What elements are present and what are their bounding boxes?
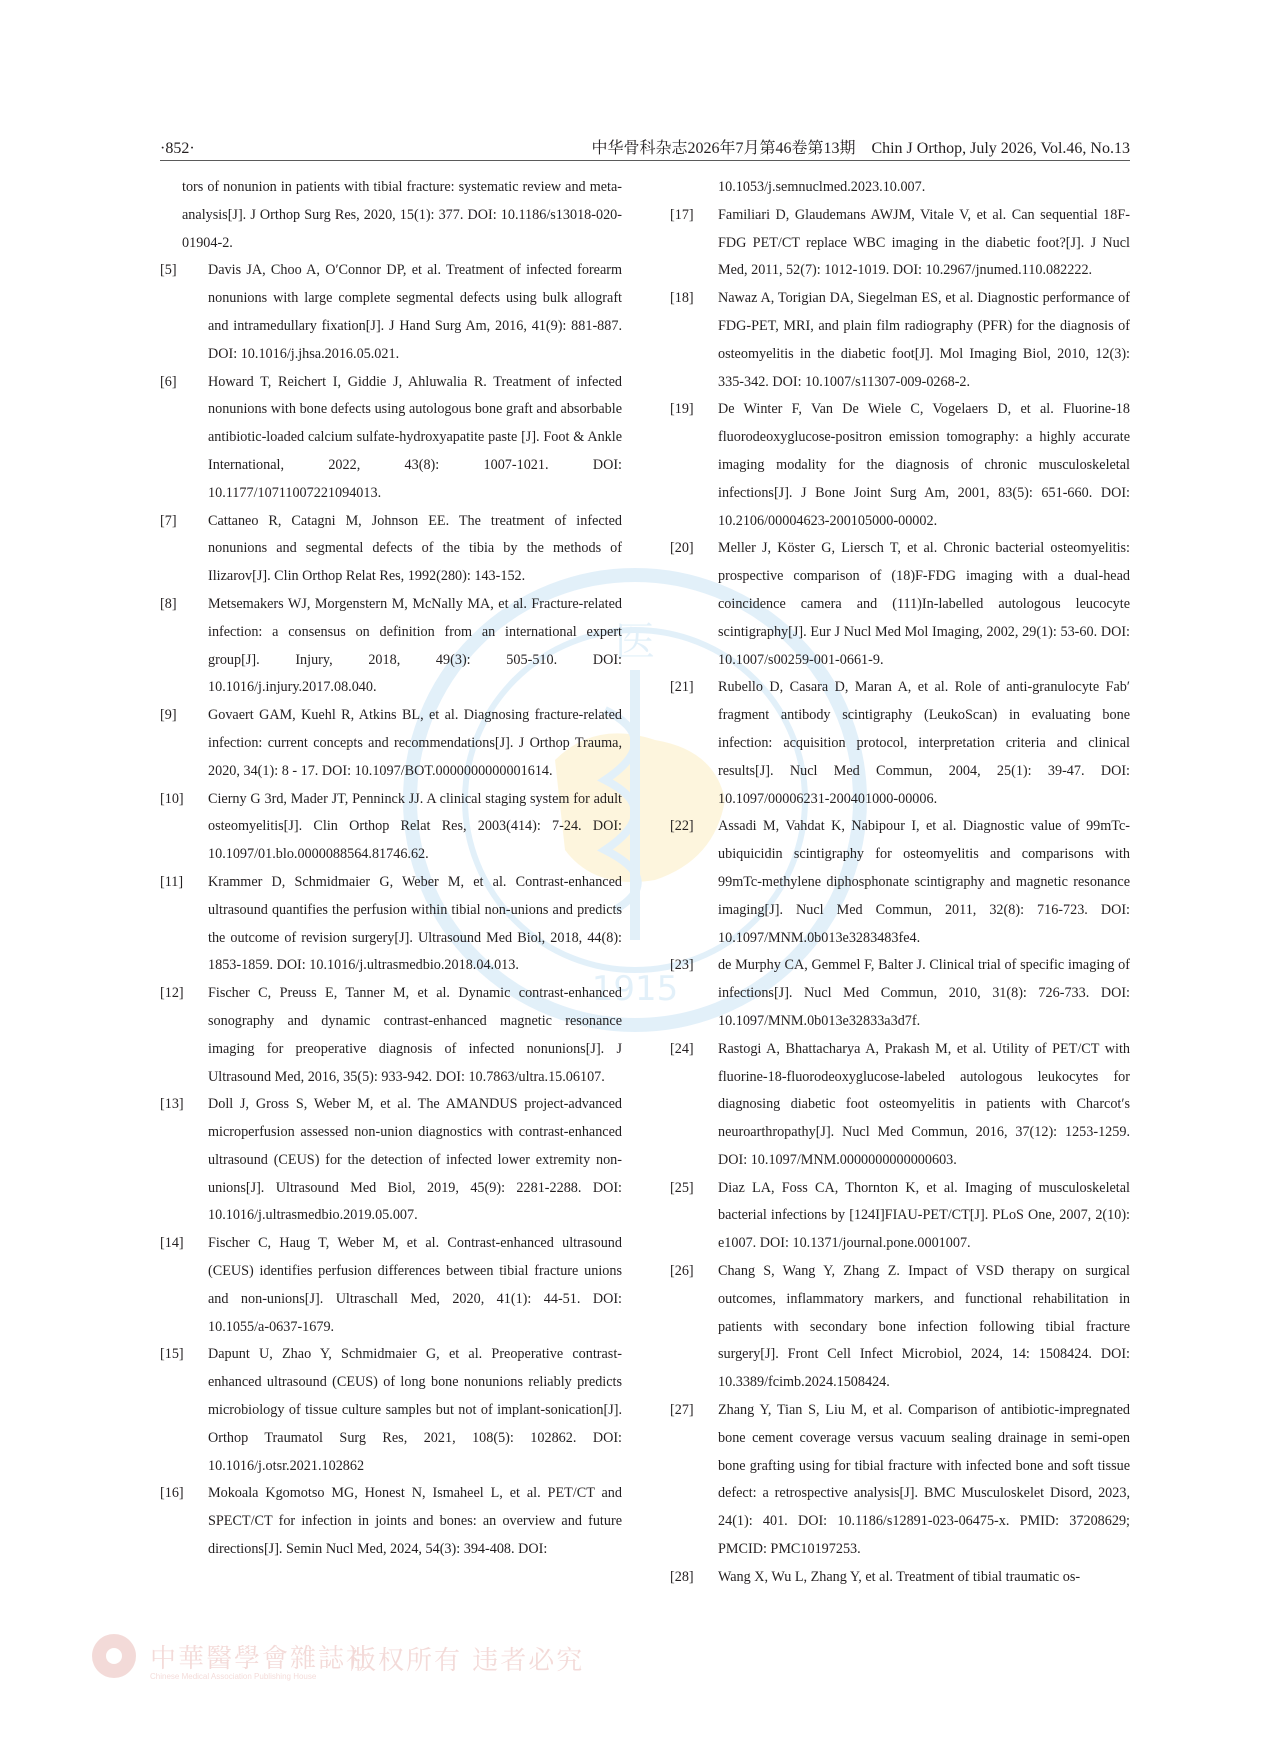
reference-text: Chang S, Wang Y, Zhang Z. Impact of VSD therapy on surgical outcomes, inflammatory markers, and functional rehabilitation in patients with secondary bone infection following tibial fracture surgery[J]. Front Cell Infect Microbiol, 2024, 14: 1508424. DOI: 10.3389/fcimb.2024.1508424. <box>718 1263 1130 1391</box>
reference-item <box>160 1480 622 1563</box>
reference-text: Cattaneo R, Catagni M, Johnson EE. The treatment of infected nonunions and segmental defects of the tibia by the methods of Ilizarov[J]. Clin Orthop Relat Res, 1992(280): 143-152. <box>208 512 622 585</box>
reference-item <box>160 508 622 591</box>
reference-item <box>670 1175 1130 1258</box>
reference-item <box>160 1230 622 1341</box>
reference-text: Howard T, Reichert I, Giddie J, Ahluwalia R. Treatment of infected nonunions with bone defects using autologous bone graft and absorbable antibiotic-loaded calcium sulfate-hydroxyapatite paste [J]. Foot & Ankle International, 2022, 43(8): 1007-1021. DOI: 10.1177/10711007221094013. <box>208 373 622 501</box>
reference-text: Fischer C, Preuss E, Tanner M, et al. Dynamic contrast-enhanced sonography and dynamic contrast-enhanced magnetic resonance imaging for preoperative diagnosis of infected nonunions[J]. J Ultrasound Med, 2016, 35(5): 933-942. DOI: 10.7863/ultra.15.06107. <box>208 985 622 1085</box>
reference-item <box>670 1258 1130 1397</box>
reference-text: Familiari D, Glaudemans AWJM, Vitale V, et al. Can sequential 18F-FDG PET/CT replace WBC imaging in the diabetic foot?[J]. J Nucl Med, 2011, 52(7): 1012-1019. DOI: 10.2967/jnumed.110.082222. <box>718 206 1130 279</box>
reference-text: Assadi M, Vahdat K, Nabipour I, et al. Diagnostic value of 99mTc-ubiquicidin scintigraphy for osteomyelitis and comparisons with 99mTc-methylene diphosphonate scintigraphy and magnetic resonance imaging[J]. Nucl Med Commun, 2011, 32(8): 716-723. DOI: 10.1097/MNM.0b013e3283483fe4. <box>718 818 1130 946</box>
publisher-logo <box>90 1630 610 1690</box>
reference-number: [8] <box>160 595 177 612</box>
reference-text: Nawaz A, Torigian DA, Siegelman ES, et al. Diagnostic performance of FDG-PET, MRI, and plain film radiography (PFR) for the diagnosis of osteomyelitis in the diabetic foot[J]. Mol Imaging Biol, 2010, 12(3): 335-342. DOI: 10.1007/s11307-009-0268-2. <box>718 290 1130 390</box>
reference-number: [24] <box>670 1040 694 1057</box>
reference-number: [12] <box>160 985 184 1002</box>
reference-text: Fischer C, Haug T, Weber M, et al. Contrast-enhanced ultrasound (CEUS) identifies perfusion differences between tibial fracture unions and non-unions[J]. Ultraschall Med, 2020, 41(1): 44-51. DOI: 10.1055/a-0637-1679. <box>208 1235 622 1335</box>
flower-seal-icon <box>90 1632 138 1680</box>
reference-number: [27] <box>670 1402 694 1419</box>
reference-item <box>670 285 1130 396</box>
reference-number: [21] <box>670 679 694 696</box>
reference-number: [16] <box>160 1485 184 1502</box>
reference-continuation <box>160 174 622 257</box>
publisher-name-en: Chinese Medical Association Publishing House <box>150 1672 317 1681</box>
reference-text: Diaz LA, Foss CA, Thornton K, et al. Imaging of musculoskeletal bacterial infections by [124I]FIAU-PET/CT[J]. PLoS One, 2007, 2(10): e1007. DOI: 10.1371/journal.pone.0001007. <box>718 1179 1130 1252</box>
watermark-year: 1915 <box>591 969 679 1009</box>
reference-text: Rastogi A, Bhattacharya A, Prakash M, et al. Utility of PET/CT with fluorine-18-fluorodeoxyglucose-labeled autologous leukocytes for diagnosing diabetic foot osteomyelitis in patients with Charcot′s neuroarthropathy[J]. Nucl Med Commun, 2016, 37(12): 1253-1259. DOI: 10.1097/MNM.0000000000000603. <box>718 1040 1130 1168</box>
copyright-marks: 版权所有 违者必究 <box>350 1646 585 1676</box>
reference-item <box>670 813 1130 952</box>
reference-text: Dapunt U, Zhao Y, Schmidmaier G, et al. Preoperative contrast-enhanced ultrasound (CEUS) of long bone nonunions reliably predicts microbiology of tissue culture samples but not of implant-sonication[J]. Orthop Traumatol Surg Res, 2021, 108(5): 102862. DOI: 10.1016/j.otsr.2021.102862 <box>208 1346 622 1474</box>
reference-item <box>670 1036 1130 1175</box>
reference-item <box>160 369 622 508</box>
reference-text: Cierny G 3rd, Mader JT, Penninck JJ. A clinical staging system for adult osteomyelitis[J]. Clin Orthop Relat Res, 2003(414): 7-24. DOI: 10.1097/01.blo.0000088564.81746.62. <box>208 790 622 863</box>
reference-number: [25] <box>670 1179 694 1196</box>
reference-number: [15] <box>160 1346 184 1363</box>
reference-number: [17] <box>670 206 694 223</box>
reference-number: [28] <box>670 1568 694 1585</box>
reference-continuation <box>670 174 1130 202</box>
reference-number: [13] <box>160 1096 184 1113</box>
reference-text: Rubello D, Casara D, Maran A, et al. Role of anti-granulocyte Fab′ fragment antibody scintigraphy (LeukoScan) in evaluating bone infection: acquisition protocol, interpretation criteria and clinical results[J]. Nucl Med Commun, 2004, 25(1): 39-47. DOI: 10.1097/00006231-200401000-00006. <box>718 679 1130 807</box>
reference-number: [18] <box>670 290 694 307</box>
reference-column-right <box>670 174 1130 1592</box>
reference-number: [22] <box>670 818 694 835</box>
reference-number: [26] <box>670 1263 694 1280</box>
publisher-name-cn: 中華醫學會雜誌社 <box>150 1644 375 1674</box>
reference-column-left <box>160 174 622 1564</box>
reference-item <box>670 674 1130 813</box>
journal-info: 中华骨科杂志2026年7月第46卷第13期 Chin J Orthop, July 2026, Vol.46, No.13 <box>591 140 1130 157</box>
reference-number: [14] <box>160 1235 184 1252</box>
reference-number: [20] <box>670 540 694 557</box>
reference-item <box>160 980 622 1091</box>
reference-item <box>670 1564 1130 1592</box>
reference-number: [10] <box>160 790 184 807</box>
reference-text: Davis JA, Choo A, O′Connor DP, et al. Treatment of infected forearm nonunions with large complete segmental defects using bulk allograft and intramedullary fixation[J]. J Hand Surg Am, 2016, 41(9): 881-887. DOI: 10.1016/j.jhsa.2016.05.021. <box>208 262 622 362</box>
reference-number: [19] <box>670 401 694 418</box>
reference-text: 10.1053/j.semnuclmed.2023.10.007. <box>718 179 926 195</box>
page-number: ·852· <box>160 140 195 157</box>
reference-text: tors of nonunion in patients with tibial fracture: systematic review and meta-analysis[J]. J Orthop Surg Res, 2020, 15(1): 377. DOI: 10.1186/s13018-020-01904-2. <box>182 179 622 251</box>
reference-item <box>670 1397 1130 1564</box>
reference-item <box>160 869 622 980</box>
reference-item <box>160 786 622 869</box>
reference-number: [5] <box>160 262 177 279</box>
reference-text: de Murphy CA, Gemmel F, Balter J. Clinical trial of specific imaging of infections[J]. Nucl Med Commun, 2010, 31(8): 726-733. DOI: 10.1097/MNM.0b013e32833a3d7f. <box>718 957 1130 1029</box>
reference-text: Govaert GAM, Kuehl R, Atkins BL, et al. Diagnosing fracture-related infection: current concepts and recommendations[J]. J Orthop Trauma, 2020, 34(1): 8 - 17. DOI: 10.1097/BOT.0000000000001614. <box>208 707 622 779</box>
watermark-center-char: 医 <box>615 619 655 665</box>
running-header <box>160 138 1130 161</box>
reference-text: Wang X, Wu L, Zhang Y, et al. Treatment of tibial traumatic os- <box>718 1568 1081 1585</box>
reference-item <box>160 702 622 785</box>
reference-number: [6] <box>160 373 177 390</box>
reference-text: Meller J, Köster G, Liersch T, et al. Chronic bacterial osteomyelitis: prospective comparison of (18)F-FDG imaging with a dual-head coincidence camera and (111)In-labelled autologous leucocyte scintigraphy[J]. Eur J Nucl Med Mol Imaging, 2002, 29(1): 53-60. DOI: 10.1007/s00259-001-0661-9. <box>718 540 1130 668</box>
reference-item <box>160 591 622 702</box>
reference-item <box>160 257 622 368</box>
reference-item <box>160 1341 622 1480</box>
reference-number: [9] <box>160 707 177 724</box>
reference-number: [23] <box>670 957 694 974</box>
reference-number: [11] <box>160 873 184 890</box>
reference-text: Mokoala Kgomotso MG, Honest N, Ismaheel L, et al. PET/CT and SPECT/CT for infection in joints and bones: an overview and future directions[J]. Semin Nucl Med, 2024, 54(3): 394-408. DOI: <box>208 1485 622 1558</box>
reference-item <box>670 396 1130 535</box>
reference-item <box>670 535 1130 674</box>
reference-text: Zhang Y, Tian S, Liu M, et al. Comparison of antibiotic-impregnated bone cement coverage versus vacuum sealing drainage in semi-open bone grafting using for tibial fracture with infected bone and soft tissue defect: a retrospective analysis[J]. BMC Musculoskelet Disord, 2023, 24(1): 401. DOI: 10.1186/s12891-023-06475-x. PMID: 37208629; PMCID: PMC10197253. <box>718 1402 1130 1558</box>
reference-text: Krammer D, Schmidmaier G, Weber M, et al. Contrast-enhanced ultrasound quantifies the perfusion within tibial non-unions and predicts the outcome of revision surgery[J]. Ultrasound Med Biol, 2018, 44(8): 1853-1859. DOI: 10.1016/j.ultrasmedbio.2018.04.013. <box>208 873 622 974</box>
reference-item <box>160 1091 622 1230</box>
reference-item <box>670 952 1130 1035</box>
reference-text: De Winter F, Van De Wiele C, Vogelaers D, et al. Fluorine-18 fluorodeoxyglucose-positron emission tomography: a highly accurate imaging modality for the diagnosis of chronic musculoskeletal infections[J]. J Bone Joint Surg Am, 2001, 83(5): 651-660. DOI: 10.2106/00004623-200105000-00002. <box>718 401 1130 529</box>
reference-text: Metsemakers WJ, Morgenstern M, McNally MA, et al. Fracture-related infection: a consensus on definition from an international expert group[J]. Injury, 2018, 49(3): 505-510. DOI: 10.1016/j.injury.2017.08.040. <box>208 595 622 696</box>
reference-text: Doll J, Gross S, Weber M, et al. The AMANDUS project-advanced microperfusion assessed non-union diagnostics with contrast-enhanced ultrasound (CEUS) for the detection of infected lower extremity non-unions[J]. Ultrasound Med Biol, 2019, 45(9): 2281-2288. DOI: 10.1016/j.ultrasmedbio.2019.05.007. <box>208 1096 622 1224</box>
reference-item <box>670 202 1130 285</box>
reference-number: [7] <box>160 512 177 529</box>
